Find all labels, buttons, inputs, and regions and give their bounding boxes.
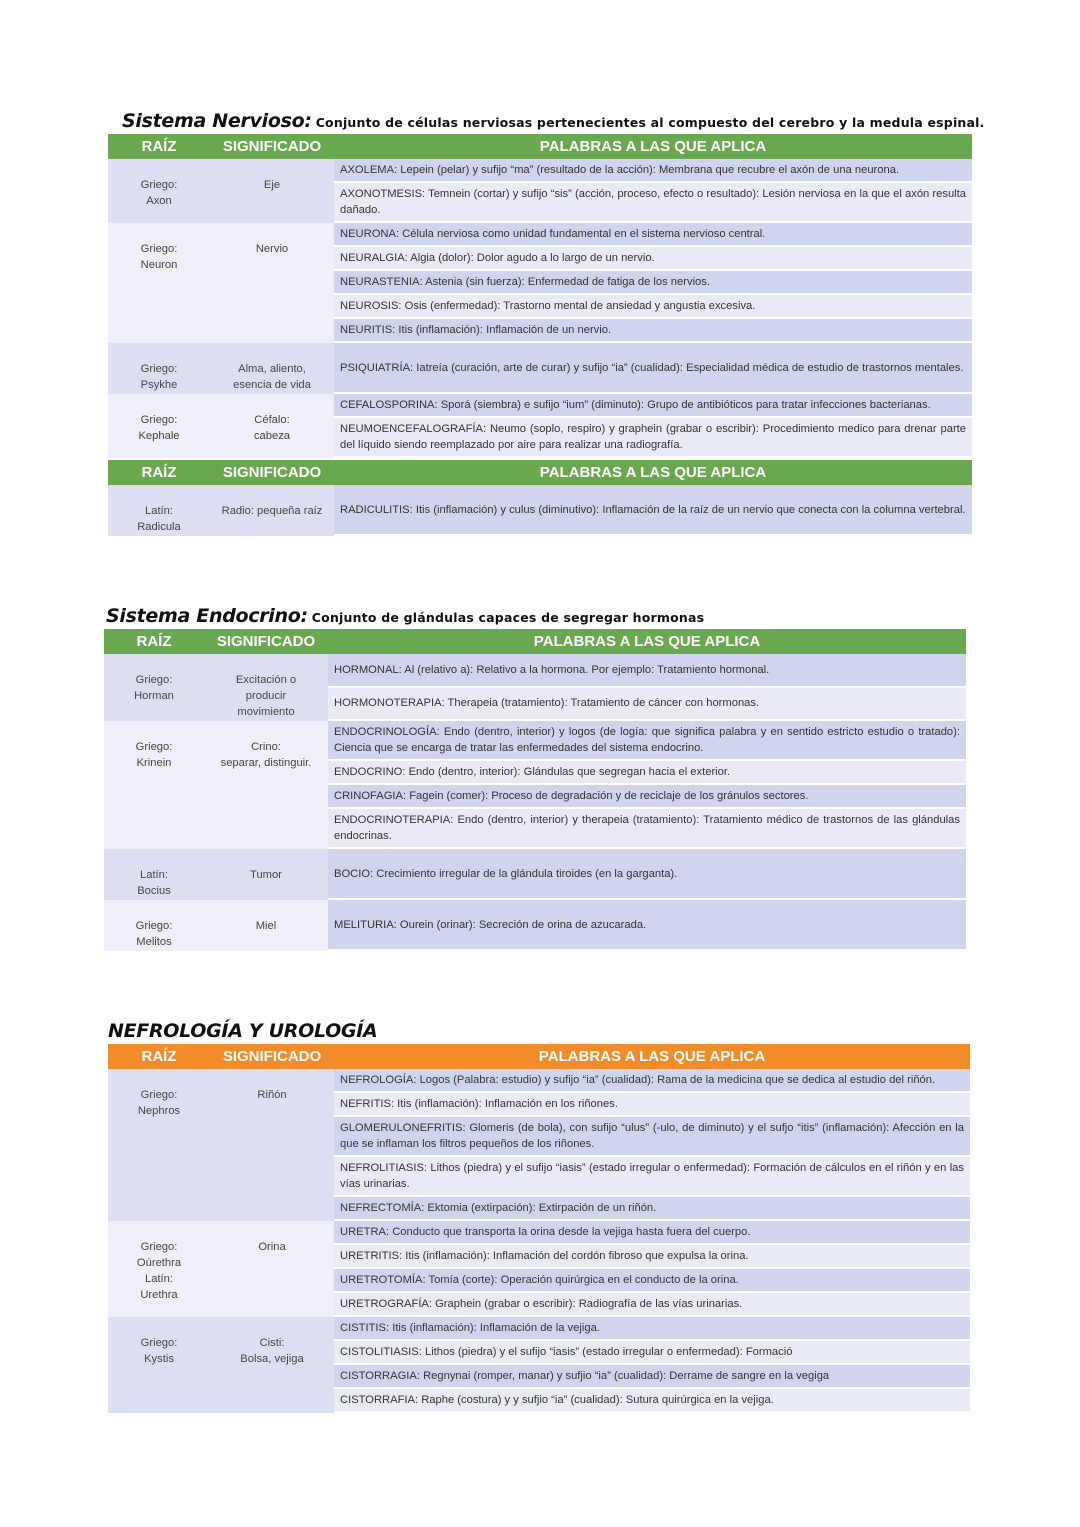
root-cell: Latín: Bocius [104,849,204,900]
table-header-row [108,1044,970,1069]
table-row [104,900,966,951]
word-cell: CRINOFAGIA: Fagein (comer): Proceso de degradación y de reciclaje de los gránulos sectores. [328,785,966,809]
table-row [108,1069,970,1093]
meaning-cell: Orina [210,1221,334,1317]
word-cell: NEURITIS: Itis (inflamación): Inflamación de un nervio. [334,319,972,343]
header-meaning: SIGNIFICADO [204,629,328,654]
meaning-cell: Céfalo: cabeza [210,394,334,458]
section-title: Sistema Endocrino: [106,605,308,627]
table-header-row [108,134,972,159]
word-cell: ENDOCRINOTERAPIA: Endo (dentro, interior) y therapeia (tratamiento): Tratamiento médico de trastornos de las glándulas endocrinas. [328,809,966,849]
roots-table-secondary [108,460,972,536]
word-cell: NEUROSIS: Osis (enfermedad): Trastorno mental de ansiedad y angustia excesiva. [334,295,972,319]
header-root: RAÍZ [108,460,210,485]
root-cell: Griego: Psykhe [108,343,210,394]
table-row [108,1221,970,1245]
table-row [108,159,972,183]
word-cell: HORMONOTERAPIA: Therapeia (tratamiento): Tratamiento de cáncer con hormonas. [328,688,966,722]
word-cell: RADICULITIS: Itis (inflamación) y culus (diminutivo): Inflamación de la raíz de un nervio que conecta con la columna vertebral. [334,485,972,536]
section-title: Sistema Nervioso: [122,110,312,132]
word-cell: HORMONAL: Al (relativo a): Relativo a la hormona. Por ejemplo: Tratamiento hormonal. [328,654,966,688]
word-cell: PSIQUIATRÍA: Iatreía (curación, arte de curar) y sufijo “ia” (cualidad): Especialidad médica de estudio de trastornos mentales. [334,343,972,394]
word-cell: MELITURIA: Ourein (orinar): Secreción de orina de azucarada. [328,900,966,951]
word-cell: ENDOCRINO: Endo (dentro, interior): Glándulas que segregan hacia el exterior. [328,761,966,785]
table-row [108,1317,970,1341]
meaning-cell: Miel [204,900,328,951]
root-cell: Griego: Kephale [108,394,210,458]
header-words: PALABRAS A LAS QUE APLICA [334,460,972,485]
section-nefrologia [108,1018,970,1413]
table-row [104,721,966,761]
header-root: RAÍZ [104,629,204,654]
table-row [108,394,972,418]
word-cell: NEFRITIS: Itis (inflamación): Inflamación en los riñones. [334,1093,970,1117]
section-endocrino [104,603,966,951]
header-meaning: SIGNIFICADO [210,460,334,485]
word-cell: CISTORRAFIA: Raphe (costura) y y sufjio “ia” (cualidad): Sutura quirúrgica en la vejiga. [334,1389,970,1413]
word-cell: CISTITIS: Itis (inflamación): Inflamación de la vejiga. [334,1317,970,1341]
section-heading [106,603,966,629]
word-cell: NEURASTENIA: Astenia (sin fuerza): Enfermedad de fatiga de los nervios. [334,271,972,295]
meaning-cell: Nervio [210,223,334,343]
header-root: RAÍZ [108,134,210,159]
meaning-cell: Tumor [204,849,328,900]
root-cell: Griego: Horman [104,654,204,721]
meaning-cell: Excitación o producir movimiento [204,654,328,721]
section-description: Conjunto de glándulas capaces de segregar hormonas [311,610,705,625]
table-row [108,223,972,247]
root-cell: Griego: Krinein [104,721,204,849]
section-heading [122,108,985,134]
word-cell: NEUMOENCEFALOGRAFÍA: Neumo (soplo, respiro) y graphein (grabar o escribir): Procedimiento medico para drenar parte del líquido siendo reemplazado por aire para realizar una radiografía. [334,418,972,458]
root-cell: Griego: Melitos [104,900,204,951]
meaning-cell: Cisti: Bolsa, vejiga [210,1317,334,1413]
header-root: RAÍZ [108,1044,210,1069]
root-cell: Griego: Axon [108,159,210,223]
table-row [104,849,966,900]
word-cell: CISTORRAGIA: Regnynai (romper, manar) y sufjio “ia” (cualidad): Derrame de sangre en la vegiga [334,1365,970,1389]
word-cell: ENDOCRINOLOGÍA: Endo (dentro, interior) y logos (de logía: que significa palabra y en sentido estricto estudio o tratado): Ciencia que se encarga de tratar las enfermedades del sistema endocrino. [328,721,966,761]
meaning-cell: Alma, aliento, esencia de vida [210,343,334,394]
section-nervioso [108,108,985,536]
header-words: PALABRAS A LAS QUE APLICA [334,134,972,159]
table-row [108,485,972,536]
word-cell: URETRA: Conducto que transporta la orina desde la vejiga hasta fuera del cuerpo. [334,1221,970,1245]
meaning-cell: Radio: pequeña raíz [210,485,334,536]
roots-table [108,134,972,458]
root-cell: Griego: Oúrethra Latín: Urethra [108,1221,210,1317]
table-row [108,343,972,394]
word-cell: NEFROLITIASIS: Lithos (piedra) y el sufijo “iasis” (estado irregular o enfermedad): Formación de cálculos en el riñón y en las vías urinarias. [334,1157,970,1197]
word-cell: AXOLEMA: Lepein (pelar) y sufijo “ma” (resultado de la acción): Membrana que recubre el axón de una neurona. [334,159,972,183]
word-cell: NEFRECTOMÍA: Ektomia (extirpación): Extirpación de un riñón. [334,1197,970,1221]
section-description: Conjunto de células nerviosas pertenecientes al compuesto del cerebro y la medula espinal. [315,115,985,130]
header-words: PALABRAS A LAS QUE APLICA [334,1044,970,1069]
root-cell: Latín: Radicula [108,485,210,536]
table-row [104,654,966,688]
section-heading [108,1018,970,1044]
table-header-row [104,629,966,654]
section-title: NEFROLOGÍA Y UROLOGÍA [108,1020,378,1042]
word-cell: URETRITIS: Itis (inflamación): Inflamación del cordón fibroso que expulsa la orina. [334,1245,970,1269]
header-meaning: SIGNIFICADO [210,1044,334,1069]
word-cell: NEURALGIA: Algia (dolor): Dolor agudo a lo largo de un nervio. [334,247,972,271]
word-cell: CEFALOSPORINA: Sporá (siembra) e sufijo “ium” (diminuto): Grupo de antibióticos para tratar infecciones bacterianas. [334,394,972,418]
word-cell: URETROGRAFÍA: Graphein (grabar o escribir): Radiografía de las vías urinarias. [334,1293,970,1317]
word-cell: GLOMERULONEFRITIS: Glomeris (de bola), con sufijo “ulus” (-ulo, de diminuto) y el sufjo “itis” (inflamación): Afección en la que se inflaman los filtros pequeños de los riñones. [334,1117,970,1157]
word-cell: AXONOTMESIS: Temnein (cortar) y sufijo “sis” (acción, proceso, efecto o resultado): Lesión nerviosa en la que el axón resulta dañado. [334,183,972,223]
meaning-cell: Riñón [210,1069,334,1221]
meaning-cell: Crino: separar, distinguir. [204,721,328,849]
word-cell: NEFROLOGÍA: Logos (Palabra: estudio) y sufijo “ia” (cualidad): Rama de la medicina que se dedica al estudio del riñón. [334,1069,970,1093]
root-cell: Griego: Nephros [108,1069,210,1221]
roots-table [104,629,966,951]
header-meaning: SIGNIFICADO [210,134,334,159]
root-cell: Griego: Neuron [108,223,210,343]
meaning-cell: Eje [210,159,334,223]
word-cell: NEURONA: Célula nerviosa como unidad fundamental en el sistema nervioso central. [334,223,972,247]
header-words: PALABRAS A LAS QUE APLICA [328,629,966,654]
word-cell: URETROTOMÍA: Tomía (corte): Operación quirúrgica en el conducto de la orina. [334,1269,970,1293]
word-cell: BOCIO: Crecimiento irregular de la glándula tiroides (en la garganta). [328,849,966,900]
root-cell: Griego: Kystis [108,1317,210,1413]
roots-table [108,1044,970,1413]
table-header-row [108,460,972,485]
word-cell: CISTOLITIASIS: Lithos (piedra) y el sufijo “iasis” (estado irregular o enfermedad): Formació [334,1341,970,1365]
